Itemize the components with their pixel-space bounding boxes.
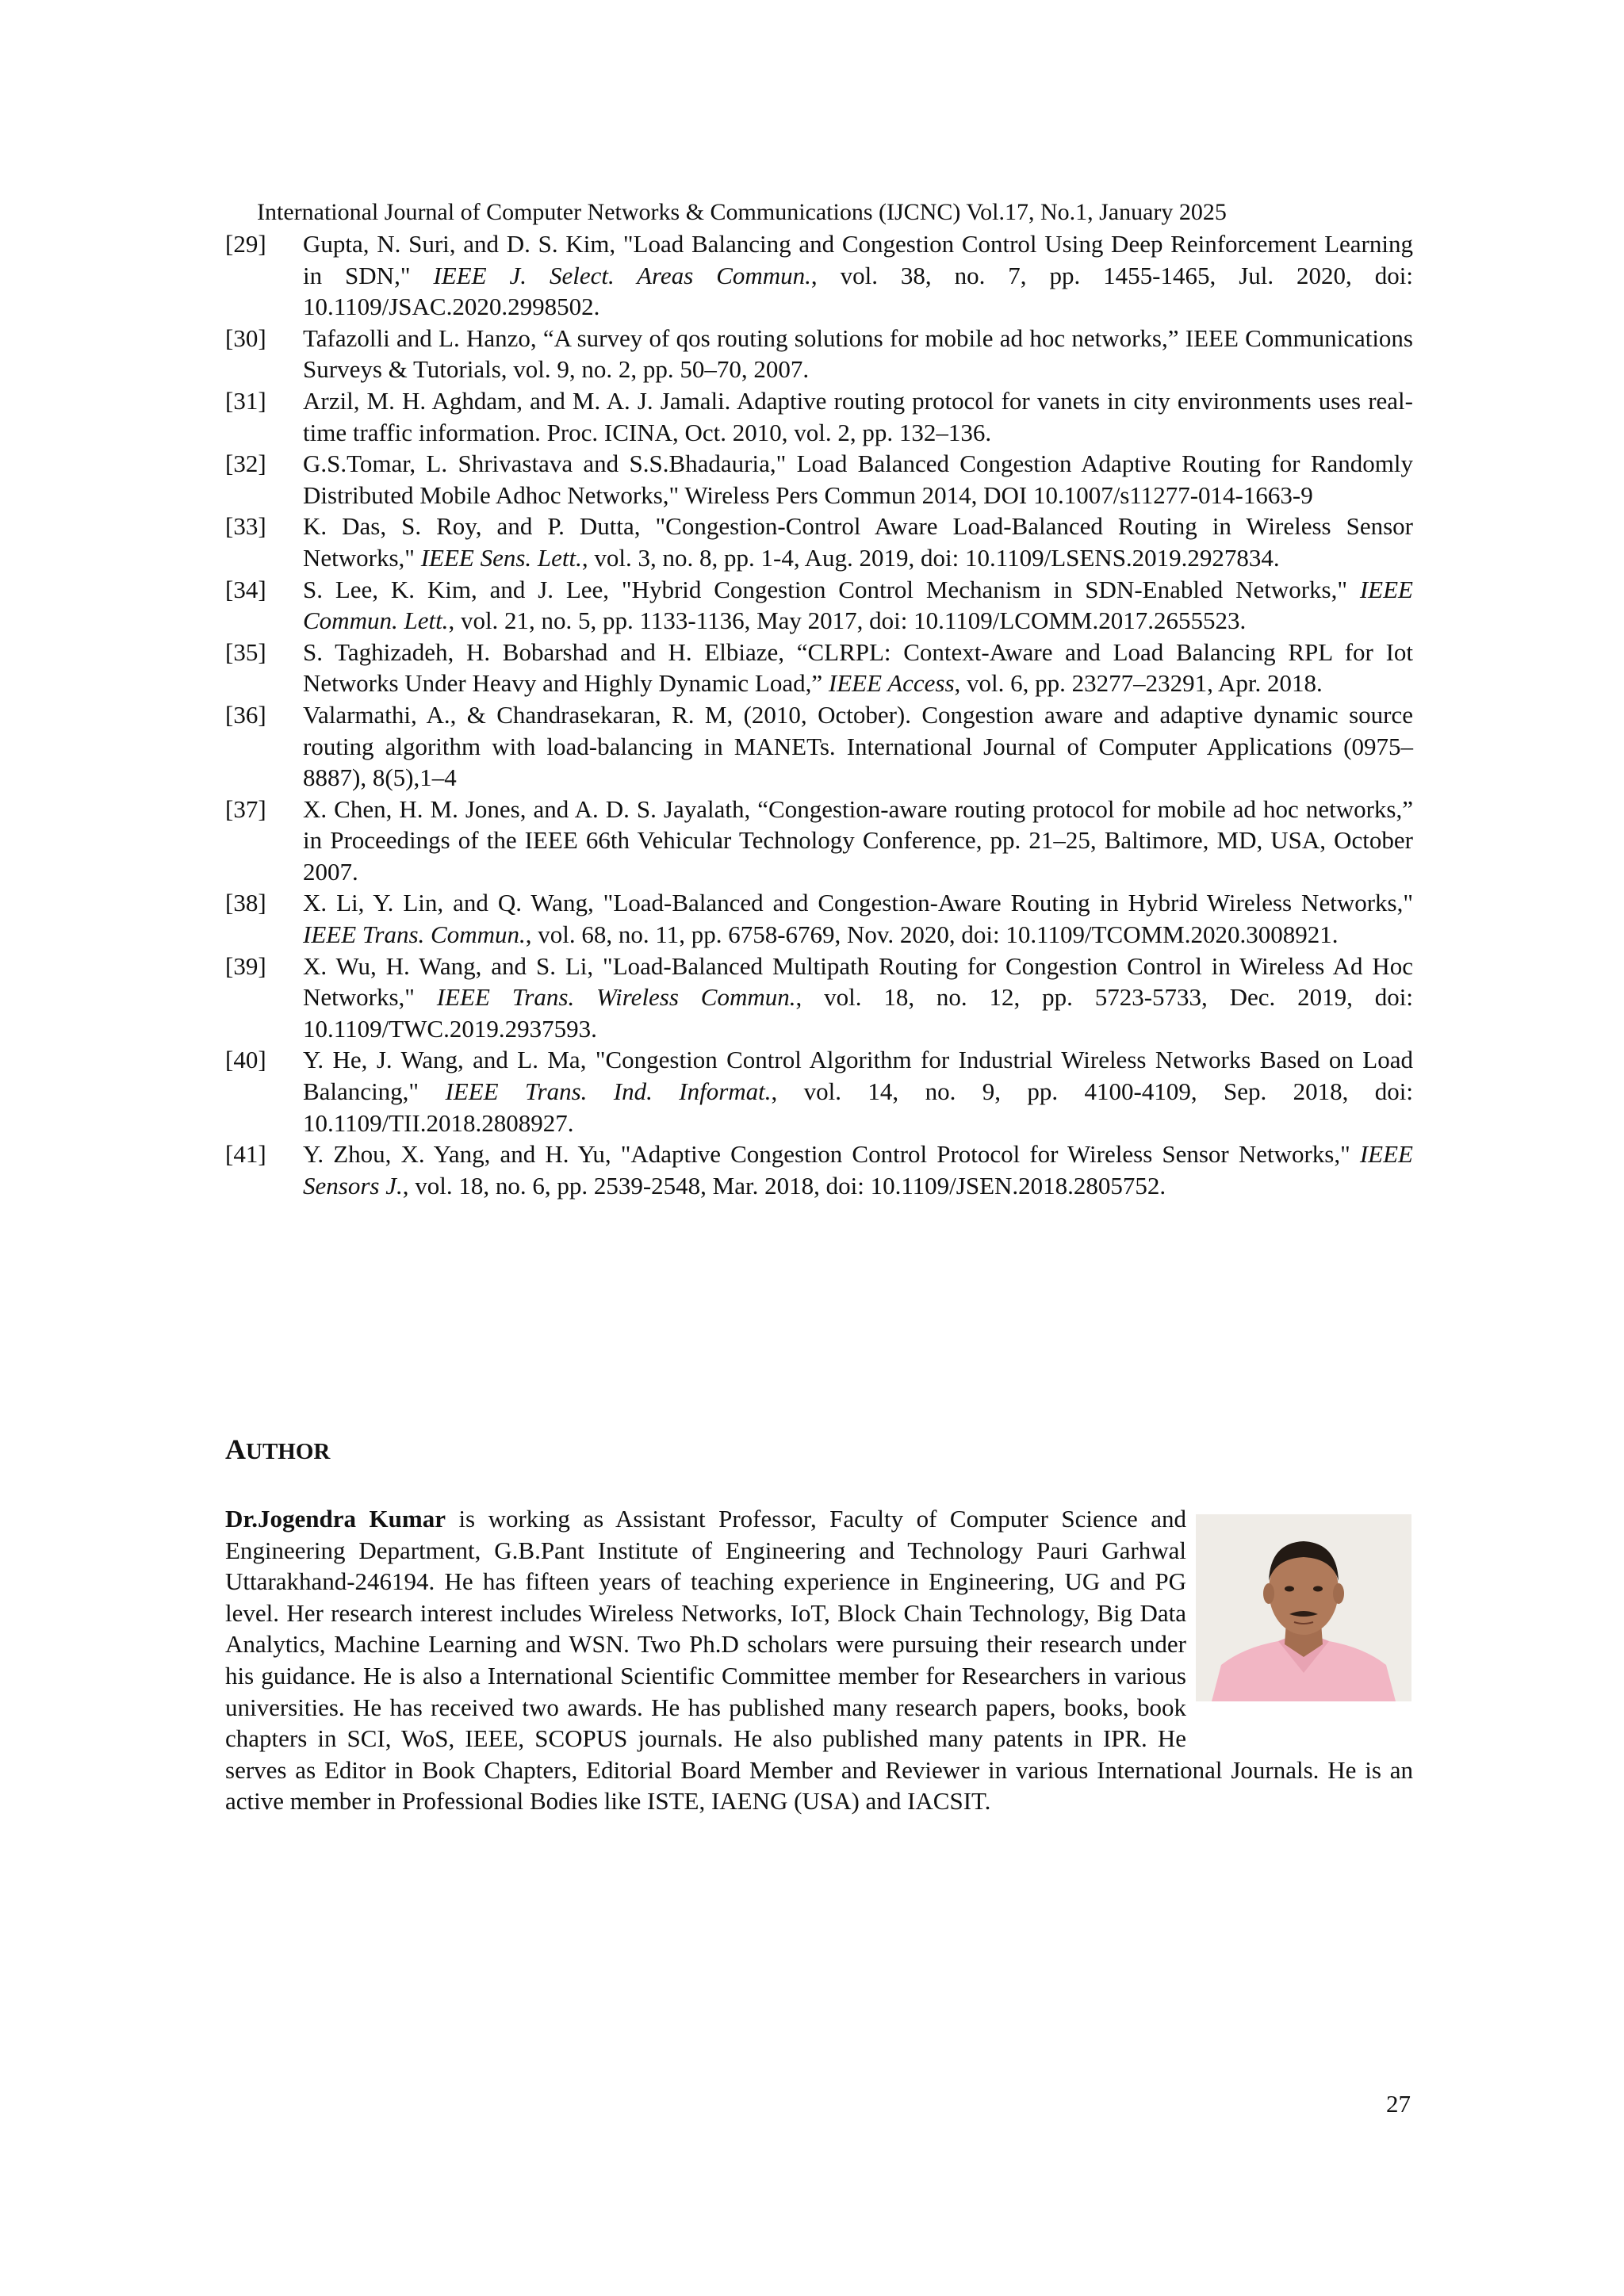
author-heading-rest: UTHOR	[246, 1439, 331, 1464]
reference-text-part: Valarmathi, A., & Chandrasekaran, R. M, (2010, October). Congestion aware and adaptive dynamic source routing algorithm with load-balancing in MANETs. International Journal of Computer Applications (0975–8887), 8(5),1–4	[303, 700, 1413, 792]
reference-text-part: , vol. 68, no. 11, pp. 6758-6769, Nov. 2020, doi: 10.1109/TCOMM.2020.3008921.	[525, 920, 1339, 949]
reference-number: [38]	[225, 889, 266, 917]
reference-venue: IEEE Access	[828, 669, 955, 698]
reference-number: [33]	[225, 512, 266, 541]
reference-text-part: Gupta, N. Suri, and D. S. Kim, "Load Balancing and Congestion Control Using Deep Reinforcement Learning in SDN,"	[303, 230, 1413, 289]
reference-number: [31]	[225, 386, 266, 415]
reference-item	[225, 448, 1413, 511]
reference-venue: IEEE Trans. Ind. Informat.	[445, 1077, 772, 1106]
reference-item	[225, 794, 1413, 888]
reference-text-part: X. Li, Y. Lin, and Q. Wang, "Load-Balanced and Congestion-Aware Routing in Hybrid Wireless Networks,"	[303, 889, 1413, 917]
reference-item	[225, 1044, 1413, 1138]
reference-item	[225, 887, 1413, 950]
reference-text	[303, 448, 1413, 511]
reference-text-part: S. Taghizadeh, H. Bobarshad and H. Elbiaze, “CLRPL: Context-Aware and Load Balancing RPL for Iot Networks Under Heavy and Highly Dynamic Load,”	[303, 637, 1413, 698]
reference-text	[303, 385, 1413, 448]
reference-item	[225, 637, 1413, 699]
reference-venue: IEEE Trans. Commun.	[303, 920, 526, 949]
reference-number: [35]	[225, 637, 266, 666]
reference-item	[225, 951, 1413, 1045]
reference-venue: IEEE J. Select. Areas Commun.	[433, 261, 811, 289]
reference-text-part: Arzil, M. H. Aghdam, and M. A. J. Jamali. Adaptive routing protocol for vanets in city environments uses real-time traffic information. Proc. ICINA, Oct. 2010, vol. 2, pp. 132–136.	[303, 386, 1413, 446]
reference-venue: IEEE Trans. Wireless Commun.	[436, 983, 796, 1012]
reference-text	[303, 1138, 1413, 1201]
reference-item	[225, 323, 1413, 385]
reference-text-part: , vol. 6, pp. 23277–23291, Apr. 2018.	[954, 669, 1323, 698]
reference-venue: IEEE Sens. Lett.	[420, 543, 582, 572]
reference-number: [41]	[225, 1140, 266, 1169]
reference-text	[303, 511, 1413, 573]
reference-number: [29]	[225, 230, 266, 258]
reference-number: [40]	[225, 1046, 266, 1074]
reference-item	[225, 699, 1413, 794]
reference-text-part: , vol. 21, no. 5, pp. 1133-1136, May 2017, doi: 10.1109/LCOMM.2017.2655523.	[448, 607, 1247, 635]
reference-item	[225, 511, 1413, 573]
author-heading-initial: A	[225, 1433, 246, 1465]
reference-text	[303, 323, 1413, 385]
reference-text-part: S. Lee, K. Kim, and J. Lee, "Hybrid Congestion Control Mechanism in SDN-Enabled Networks,"	[303, 575, 1360, 603]
reference-text-part: , vol. 18, no. 6, pp. 2539-2548, Mar. 2018, doi: 10.1109/JSEN.2018.2805752.	[402, 1171, 1166, 1200]
reference-number: [32]	[225, 450, 266, 478]
reference-number: [37]	[225, 794, 266, 823]
author-portrait-image	[1196, 1514, 1411, 1701]
reference-text-part: G.S.Tomar, L. Shrivastava and S.S.Bhadauria," Load Balanced Congestion Adaptive Routing for Randomly Distributed Mobile Adhoc Networks," Wireless Pers Commun 2014, DOI 10.1007/s11277-014-1663-9	[303, 450, 1413, 509]
reference-venue: IEEE Commun. Lett.	[303, 575, 1413, 635]
reference-item	[225, 385, 1413, 448]
reference-list	[225, 228, 1413, 1201]
reference-text	[303, 699, 1413, 794]
reference-text-part: Tafazolli and L. Hanzo, “A survey of qos routing solutions for mobile ad hoc networks,” IEEE Communications Surveys & Tutorials, vol. 9, no. 2, pp. 50–70, 2007.	[303, 323, 1413, 384]
reference-text	[303, 574, 1413, 637]
reference-text-part: , vol. 14, no. 9, pp. 4100-4109, Sep. 2018, doi: 10.1109/TII.2018.2808927.	[303, 1077, 1413, 1137]
reference-number: [30]	[225, 323, 266, 352]
author-heading	[225, 1432, 330, 1469]
reference-text	[303, 794, 1413, 888]
page-number: 27	[1386, 2090, 1411, 2118]
running-header: International Journal of Computer Networks & Communications (IJCNC) Vol.17, No.1, January 2025	[257, 199, 1227, 225]
author-name: Dr.Jogendra Kumar	[225, 1505, 446, 1533]
reference-number: [36]	[225, 700, 266, 729]
reference-text-part: X. Chen, H. M. Jones, and A. D. S. Jayalath, “Congestion-aware routing protocol for mobile ad hoc networks,” in Proceedings of the IEEE 66th Vehicular Technology Conference, pp. 21–25, Baltimore, MD, USA, October 2007.	[303, 794, 1413, 886]
author-photo	[1196, 1514, 1411, 1701]
reference-item	[225, 1138, 1413, 1201]
author-bio-text: is working as Assistant Professor, Faculty of Computer Science and Engineering Department, G.B.Pant Institute of Engineering and Technology Pauri Garhwal Uttarakhand-246194. He has fifteen years of teaching experience in Engineering, UG and PG level. Her research interest includes Wireless Networks, IoT, Block Chain Technology, Big Data Analytics, Machine Learning and WSN. Two Ph.D scholars were pursuing their research under his guidance. He is also a International Scientific Committee member for Researchers in various universities. He has received two awards. He has published many research papers, books, book chapters in SCI, WoS, IEEE, SCOPUS journals. He also published many patents in IPR. He serves as Editor in Book Chapters, Editorial Board Member and Reviewer in various International Journals. He is an active member in Professional Bodies like ISTE, IAENG (USA) and IACSIT.	[225, 1505, 1413, 1816]
reference-text-part: , vol. 18, no. 12, pp. 5723-5733, Dec. 2019, doi: 10.1109/TWC.2019.2937593.	[303, 983, 1413, 1043]
reference-item	[225, 574, 1413, 637]
reference-number: [34]	[225, 575, 266, 603]
reference-text-part: , vol. 38, no. 7, pp. 1455-1465, Jul. 2020, doi: 10.1109/JSAC.2020.2998502.	[303, 261, 1413, 321]
reference-text	[303, 1044, 1413, 1138]
reference-text-part: K. Das, S. Roy, and P. Dutta, "Congestion-Control Aware Load-Balanced Routing in Wireless Sensor Networks,"	[303, 512, 1413, 572]
reference-text	[303, 637, 1413, 699]
reference-venue: IEEE Sensors J.	[303, 1140, 1413, 1200]
reference-item	[225, 228, 1413, 323]
reference-text-part: Y. He, J. Wang, and L. Ma, "Congestion Control Algorithm for Industrial Wireless Networks Based on Load Balancing,"	[303, 1046, 1413, 1106]
reference-text-part: X. Wu, H. Wang, and S. Li, "Load-Balanced Multipath Routing for Congestion Control in Wireless Ad Hoc Networks,"	[303, 951, 1413, 1012]
reference-text	[303, 887, 1413, 950]
reference-text-part: Y. Zhou, X. Yang, and H. Yu, "Adaptive Congestion Control Protocol for Wireless Sensor Networks,"	[303, 1140, 1360, 1169]
reference-number: [39]	[225, 951, 266, 980]
reference-text	[303, 951, 1413, 1045]
reference-text-part: , vol. 3, no. 8, pp. 1-4, Aug. 2019, doi: 10.1109/LSENS.2019.2927834.	[581, 543, 1280, 572]
reference-text	[303, 228, 1413, 323]
